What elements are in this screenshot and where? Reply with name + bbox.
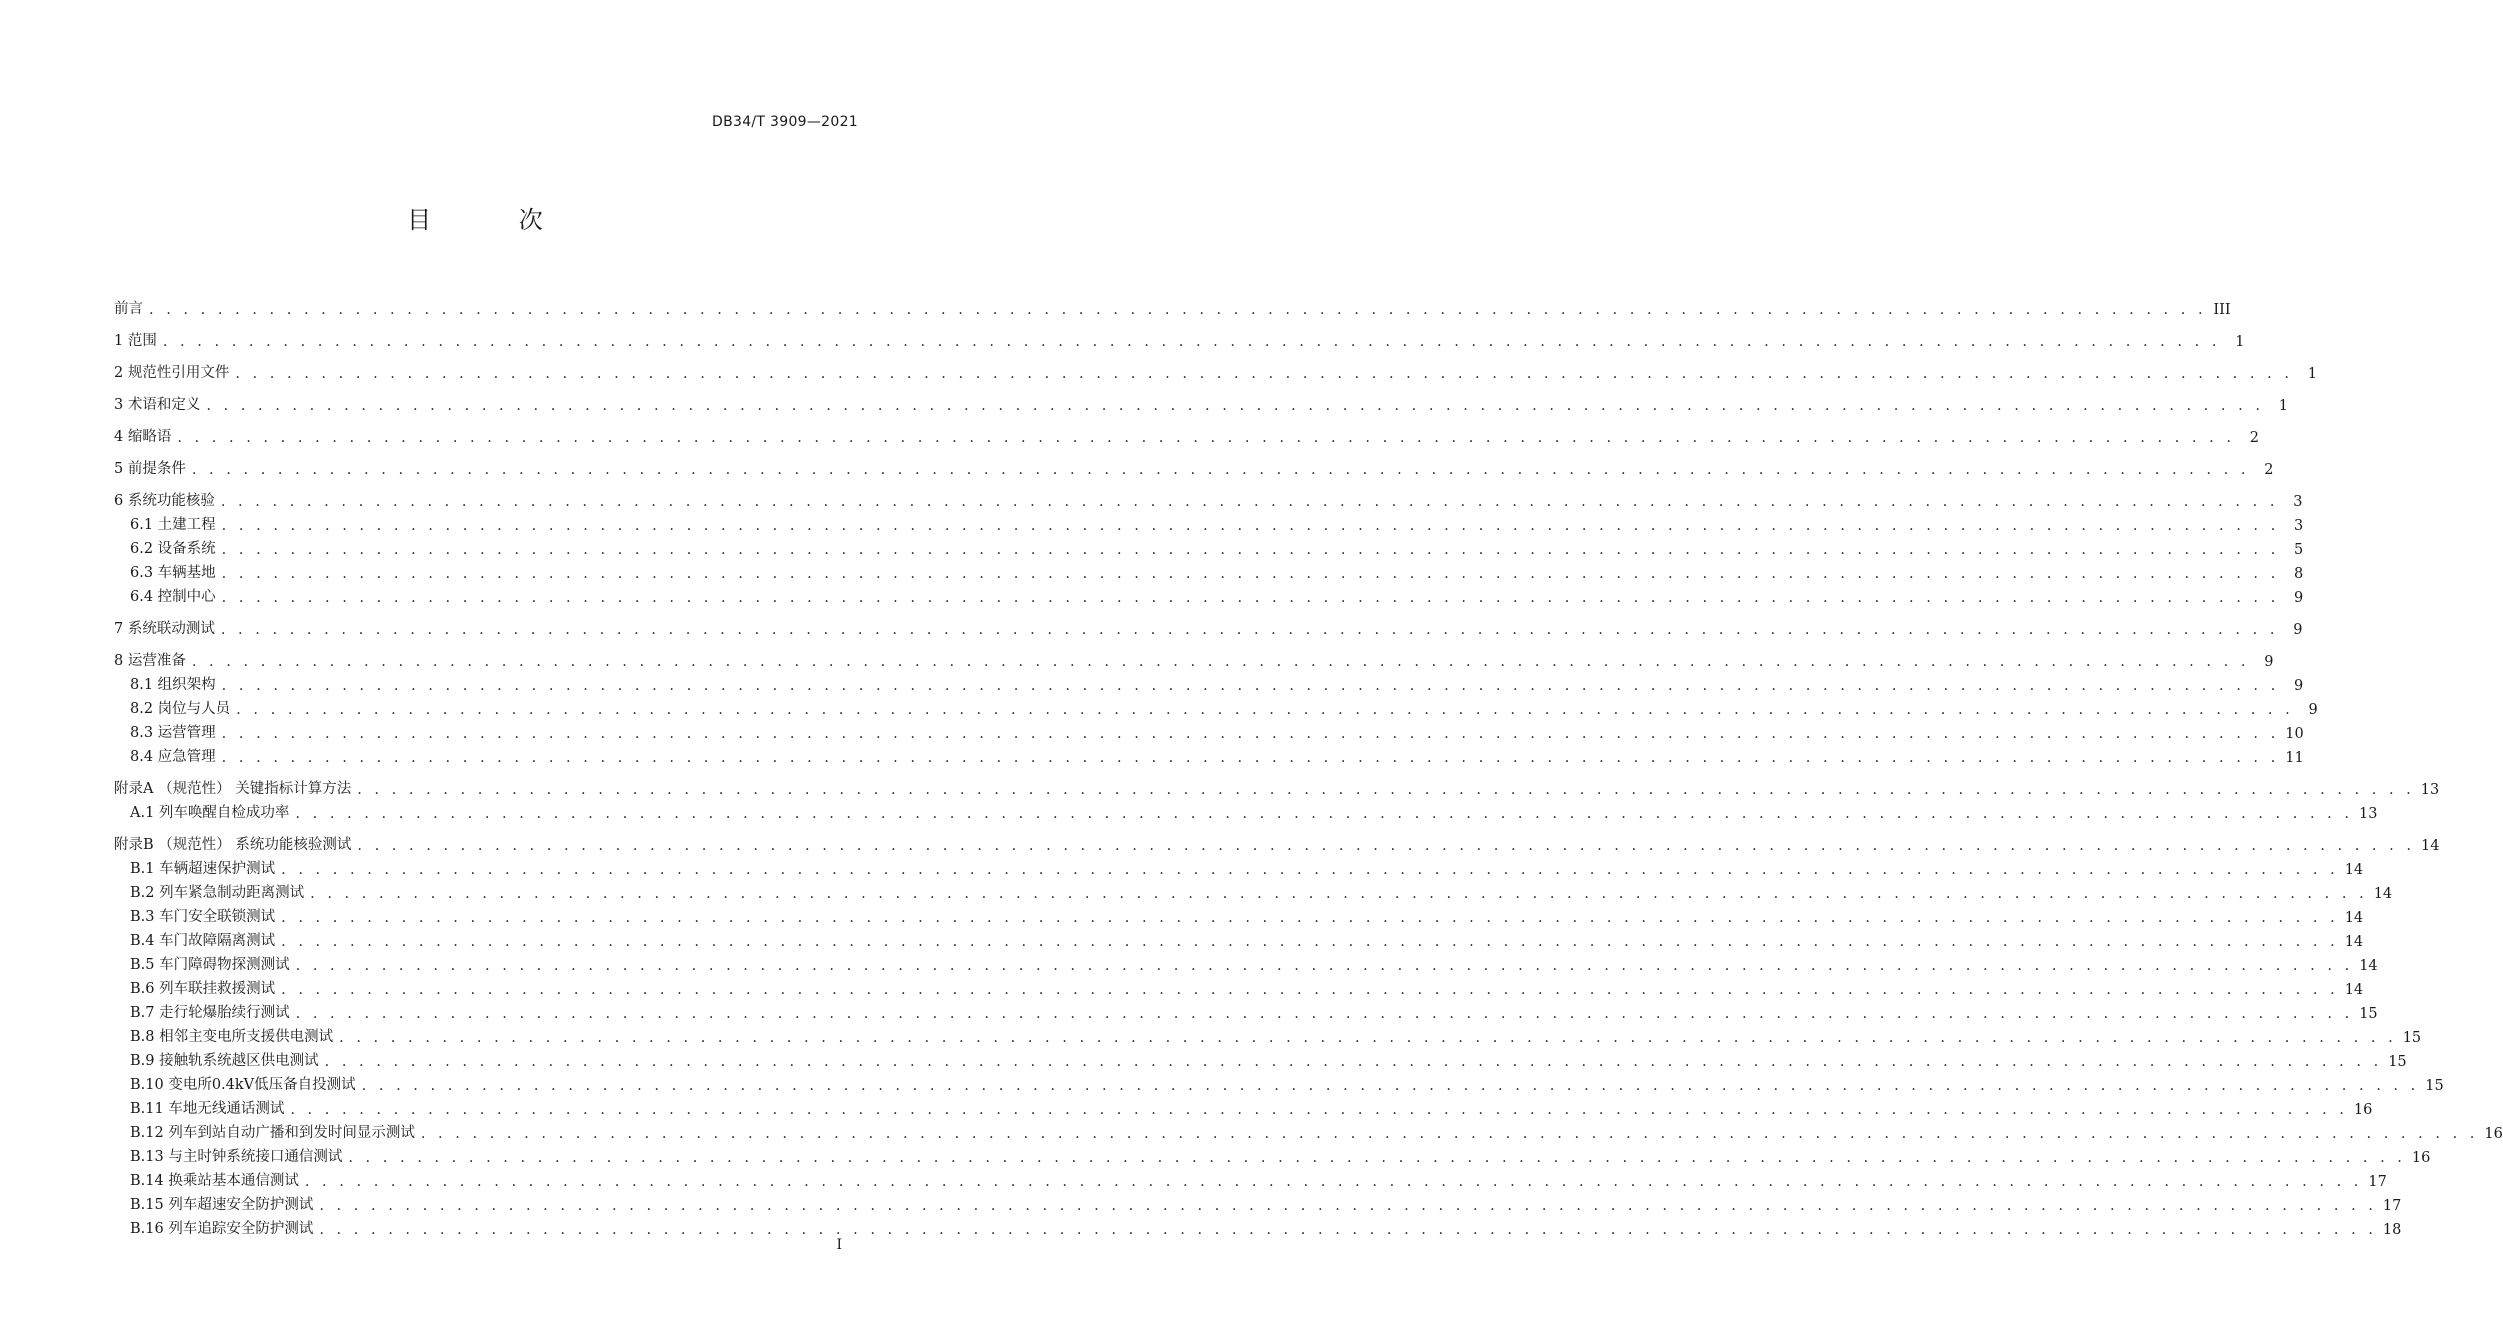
toc-entry[interactable] [114, 1094, 2373, 1118]
toc-entry-title: B.5 车门障碍物探测测试 [130, 957, 290, 973]
toc-leader-dots: . . . . . . . . . . . . . . . . . . . . . . . . . . . . . . . . . . . . . . . . . . . . . . . . . . . . . . . . . . . . . . . . . . . . . . . . . . . . . . . . . . . . . . . . . . . . . . . . . . . . . . . . . . . . . . . . . . . . . . . . [361, 1078, 2420, 1094]
toc-leader-dots: . . . . . . . . . . . . . . . . . . . . . . . . . . . . . . . . . . . . . . . . . . . . . . . . . . . . . . . . . . . . . . . . . . . . . . . . . . . . . . . . . . . . . . . . . . . . . . . . . . . . . . . . . . . . . . . . . . . . . . . . [304, 1174, 2363, 1190]
toc-entry-page: 15 [2359, 1006, 2378, 1022]
toc-leader-dots: . . . . . . . . . . . . . . . . . . . . . . . . . . . . . . . . . . . . . . . . . . . . . . . . . . . . . . . . . . . . . . . . . . . . . . . . . . . . . . . . . . . . . . . . . . . . . . . . . . . . . . . . . . . . . . . . . . . . . . . . [221, 750, 2280, 766]
toc-entry-title: 6.1 土建工程 [130, 517, 216, 533]
toc-leader-dots: . . . . . . . . . . . . . . . . . . . . . . . . . . . . . . . . . . . . . . . . . . . . . . . . . . . . . . . . . . . . . . . . . . . . . . . . . . . . . . . . . . . . . . . . . . . . . . . . . . . . . . . . . . . . . . . . . . . . . . . . [235, 366, 2293, 382]
toc-entry-page: 11 [2285, 750, 2304, 766]
toc-entry-page: 14 [2373, 886, 2393, 902]
toc-entry-title: B.15 列车超速安全防护测试 [130, 1197, 314, 1213]
toc-leader-dots: . . . . . . . . . . . . . . . . . . . . . . . . . . . . . . . . . . . . . . . . . . . . . . . . . . . . . . . . . . . . . . . . . . . . . . . . . . . . . . . . . . . . . . . . . . . . . . . . . . . . . . . . . . . . . . . . . . . . . . . . [324, 1054, 2383, 1070]
toc-leader-dots: . . . . . . . . . . . . . . . . . . . . . . . . . . . . . . . . . . . . . . . . . . . . . . . . . . . . . . . . . . . . . . . . . . . . . . . . . . . . . . . . . . . . . . . . . . . . . . . . . . . . . . . . . . . . . . . . . . . . . . . . [220, 494, 2279, 510]
toc-entry[interactable] [114, 902, 2364, 926]
toc-entry-title: 8.1 组织架构 [130, 677, 216, 693]
toc-leader-dots: . . . . . . . . . . . . . . . . . . . . . . . . . . . . . . . . . . . . . . . . . . . . . . . . . . . . . . . . . . . . . . . . . . . . . . . . . . . . . . . . . . . . . . . . . . . . . . . . . . . . . . . . . . . . . . . . . . . . . . . . [319, 1198, 2377, 1214]
toc-leader-dots: . . . . . . . . . . . . . . . . . . . . . . . . . . . . . . . . . . . . . . . . . . . . . . . . . . . . . . . . . . . . . . . . . . . . . . . . . . . . . . . . . . . . . . . . . . . . . . . . . . . . . . . . . . . . . . . . . . . . . . . . [281, 982, 2339, 998]
toc-leader-dots: . . . . . . . . . . . . . . . . . . . . . . . . . . . . . . . . . . . . . . . . . . . . . . . . . . . . . . . . . . . . . . . . . . . . . . . . . . . . . . . . . . . . . . . . . . . . . . . . . . . . . . . . . . . . . . . . . . . . . . . . [348, 1150, 2406, 1166]
toc-entry-page: 14 [2344, 982, 2364, 998]
toc-entry[interactable] [114, 582, 2304, 606]
toc-entry-page: 13 [2359, 806, 2378, 822]
toc-entry-page: 13 [2420, 782, 2440, 798]
toc-entry-page: 9 [2294, 590, 2304, 606]
toc-entry[interactable] [114, 534, 2304, 558]
toc-leader-dots: . . . . . . . . . . . . . . . . . . . . . . . . . . . . . . . . . . . . . . . . . . . . . . . . . . . . . . . . . . . . . . . . . . . . . . . . . . . . . . . . . . . . . . . . . . . . . . . . . . . . . . . . . . . . . . . . . . . . . . . . [295, 806, 2354, 822]
toc-entry-page: 9 [2294, 678, 2304, 694]
page-title: 目 次 [407, 206, 583, 234]
toc-entry[interactable] [114, 1214, 2402, 1238]
toc-entry[interactable] [114, 1022, 2422, 1046]
toc-entry-title: B.2 列车紧急制动距离测试 [130, 885, 305, 901]
toc-entry[interactable] [114, 926, 2364, 950]
toc-leader-dots: . . . . . . . . . . . . . . . . . . . . . . . . . . . . . . . . . . . . . . . . . . . . . . . . . . . . . . . . . . . . . . . . . . . . . . . . . . . . . . . . . . . . . . . . . . . . . . . . . . . . . . . . . . . . . . . . . . . . . . . . [295, 1006, 2354, 1022]
toc-entry[interactable] [114, 670, 2304, 694]
toc-entry-page: 1 [2278, 398, 2288, 414]
toc-entry[interactable] [114, 294, 2231, 318]
toc-entry-page: 9 [2308, 702, 2318, 718]
toc-entry[interactable] [114, 614, 2303, 638]
standard-number: DB34/T 3909—2021 [712, 114, 858, 130]
toc-entry-page: 5 [2294, 542, 2304, 558]
toc-leader-dots: . . . . . . . . . . . . . . . . . . . . . . . . . . . . . . . . . . . . . . . . . . . . . . . . . . . . . . . . . . . . . . . . . . . . . . . . . . . . . . . . . . . . . . . . . . . . . . . . . . . . . . . . . . . . . . . . . . . . . . . . [357, 838, 2415, 854]
toc-entry-title: B.16 列车追踪安全防护测试 [130, 1221, 314, 1237]
toc-entry[interactable] [114, 1166, 2387, 1190]
toc-entry-title: 1 范围 [114, 333, 157, 349]
toc-entry-title: 8.4 应急管理 [130, 749, 216, 765]
toc-entry[interactable] [114, 694, 2318, 718]
toc-leader-dots: . . . . . . . . . . . . . . . . . . . . . . . . . . . . . . . . . . . . . . . . . . . . . . . . . . . . . . . . . . . . . . . . . . . . . . . . . . . . . . . . . . . . . . . . . . . . . . . . . . . . . . . . . . . . . . . . . . . . . . . . [281, 862, 2339, 878]
toc-entry-page: 1 [2307, 366, 2317, 382]
toc-entry-title: 8 运营准备 [114, 653, 186, 669]
toc-entry[interactable] [114, 1070, 2444, 1094]
toc-entry-page: 9 [2293, 622, 2303, 638]
toc-entry-title: 8.3 运营管理 [130, 725, 216, 741]
toc-leader-dots: . . . . . . . . . . . . . . . . . . . . . . . . . . . . . . . . . . . . . . . . . . . . . . . . . . . . . . . . . . . . . . . . . . . . . . . . . . . . . . . . . . . . . . . . . . . . . . . . . . . . . . . . . . . . . . . . . . . . . . . . [221, 542, 2280, 558]
toc-entry-title: B.9 接触轨系统越区供电测试 [130, 1053, 319, 1069]
toc-entry-title: B.10 变电所0.4kV低压备自投测试 [130, 1077, 356, 1093]
toc-entry-page: 14 [2420, 838, 2440, 854]
toc-entry[interactable] [114, 510, 2304, 534]
toc-entry[interactable] [114, 1142, 2431, 1166]
toc-entry[interactable] [114, 878, 2393, 902]
toc-entry-title: B.3 车门安全联锁测试 [130, 909, 276, 925]
toc-entry-page: III [2213, 302, 2231, 318]
toc-leader-dots: . . . . . . . . . . . . . . . . . . . . . . . . . . . . . . . . . . . . . . . . . . . . . . . . . . . . . . . . . . . . . . . . . . . . . . . . . . . . . . . . . . . . . . . . . . . . . . . . . . . . . . . . . . . . . . . . . . . . . . . . [281, 934, 2339, 950]
toc-leader-dots: . . . . . . . . . . . . . . . . . . . . . . . . . . . . . . . . . . . . . . . . . . . . . . . . . . . . . . . . . . . . . . . . . . . . . . . . . . . . . . . . . . . . . . . . . . . . . . . . . . . . . . . . . . . . . . . . . . . . . . . . [177, 430, 2235, 446]
toc-entry-page: 14 [2344, 862, 2364, 878]
toc-entry-title: 2 规范性引用文件 [114, 365, 230, 381]
toc-entry[interactable] [114, 1190, 2402, 1214]
toc-entry[interactable] [114, 1118, 2503, 1142]
toc-leader-dots: . . . . . . . . . . . . . . . . . . . . . . . . . . . . . . . . . . . . . . . . . . . . . . . . . . . . . . . . . . . . . . . . . . . . . . . . . . . . . . . . . . . . . . . . . . . . . . . . . . . . . . . . . . . . . . . . . . . . . . . . [339, 1030, 2397, 1046]
toc-entry-page: 15 [2402, 1030, 2422, 1046]
toc-entry-title: 6 系统功能核验 [114, 493, 215, 509]
toc-entry-page: 15 [2425, 1078, 2444, 1094]
toc-entry-title: 4 缩略语 [114, 429, 172, 445]
toc-entry-page: 17 [2368, 1174, 2387, 1190]
toc-leader-dots: . . . . . . . . . . . . . . . . . . . . . . . . . . . . . . . . . . . . . . . . . . . . . . . . . . . . . . . . . . . . . . . . . . . . . . . . . . . . . . . . . . . . . . . . . . . . . . . . . . . . . . . . . . . . . . . . . . . . . . . . [162, 334, 2221, 350]
toc-entry[interactable] [114, 646, 2274, 670]
toc-entry-title: 附录A （规范性） 关键指标计算方法 [114, 781, 352, 797]
toc-entry-page: 2 [2249, 430, 2259, 446]
toc-entry-page: 10 [2285, 726, 2304, 742]
toc-entry-page: 2 [2264, 462, 2274, 478]
toc-entry-page: 16 [2353, 1102, 2373, 1118]
toc-leader-dots: . . . . . . . . . . . . . . . . . . . . . . . . . . . . . . . . . . . . . . . . . . . . . . . . . . . . . . . . . . . . . . . . . . . . . . . . . . . . . . . . . . . . . . . . . . . . . . . . . . . . . . . . . . . . . . . . . . . . . . . . [221, 566, 2280, 582]
toc-entry-title: 附录B （规范性） 系统功能核验测试 [114, 837, 352, 853]
toc-leader-dots: . . . . . . . . . . . . . . . . . . . . . . . . . . . . . . . . . . . . . . . . . . . . . . . . . . . . . . . . . . . . . . . . . . . . . . . . . . . . . . . . . . . . . . . . . . . . . . . . . . . . . . . . . . . . . . . . . . . . . . . . [221, 726, 2280, 742]
toc-entry-title: A.1 列车唤醒自检成功率 [130, 805, 290, 821]
toc-entry-title: B.6 列车联挂救援测试 [130, 981, 276, 997]
toc-entry-title: 7 系统联动测试 [114, 621, 215, 637]
toc-entry[interactable] [114, 1046, 2407, 1070]
toc-leader-dots: . . . . . . . . . . . . . . . . . . . . . . . . . . . . . . . . . . . . . . . . . . . . . . . . . . . . . . . . . . . . . . . . . . . . . . . . . . . . . . . . . . . . . . . . . . . . . . . . . . . . . . . . . . . . . . . . . . . . . . . . [420, 1126, 2479, 1142]
toc-entry[interactable] [114, 390, 2288, 414]
toc-leader-dots: . . . . . . . . . . . . . . . . . . . . . . . . . . . . . . . . . . . . . . . . . . . . . . . . . . . . . . . . . . . . . . . . . . . . . . . . . . . . . . . . . . . . . . . . . . . . . . . . . . . . . . . . . . . . . . . . . . . . . . . . [220, 622, 2279, 638]
page-number: I [836, 1237, 842, 1253]
toc-entry-page: 14 [2359, 958, 2378, 974]
toc-entry-title: B.12 列车到站自动广播和到发时间显示测试 [130, 1125, 415, 1141]
toc-entry-page: 8 [2294, 566, 2304, 582]
toc-entry-title: B.13 与主时钟系统接口通信测试 [130, 1149, 343, 1165]
toc-leader-dots: . . . . . . . . . . . . . . . . . . . . . . . . . . . . . . . . . . . . . . . . . . . . . . . . . . . . . . . . . . . . . . . . . . . . . . . . . . . . . . . . . . . . . . . . . . . . . . . . . . . . . . . . . . . . . . . . . . . . . . . . [319, 1222, 2377, 1238]
toc-entry-page: 15 [2388, 1054, 2407, 1070]
toc-leader-dots: . . . . . . . . . . . . . . . . . . . . . . . . . . . . . . . . . . . . . . . . . . . . . . . . . . . . . . . . . . . . . . . . . . . . . . . . . . . . . . . . . . . . . . . . . . . . . . . . . . . . . . . . . . . . . . . . . . . . . . . . [206, 398, 2264, 414]
toc-leader-dots: . . . . . . . . . . . . . . . . . . . . . . . . . . . . . . . . . . . . . . . . . . . . . . . . . . . . . . . . . . . . . . . . . . . . . . . . . . . . . . . . . . . . . . . . . . . . . . . . . . . . . . . . . . . . . . . . . . . . . . . . [221, 590, 2280, 606]
toc-entry-title: 5 前提条件 [114, 461, 186, 477]
toc-leader-dots: . . . . . . . . . . . . . . . . . . . . . . . . . . . . . . . . . . . . . . . . . . . . . . . . . . . . . . . . . . . . . . . . . . . . . . . . . . . . . . . . . . . . . . . . . . . . . . . . . . . . . . . . . . . . . . . . . . . . . . . . [221, 518, 2280, 534]
table-of-contents [114, 286, 2503, 1238]
toc-entry-title: B.7 走行轮爆胎续行测试 [130, 1005, 290, 1021]
toc-entry-page: 3 [2294, 518, 2304, 534]
toc-entry-page: 14 [2344, 934, 2364, 950]
toc-leader-dots: . . . . . . . . . . . . . . . . . . . . . . . . . . . . . . . . . . . . . . . . . . . . . . . . . . . . . . . . . . . . . . . . . . . . . . . . . . . . . . . . . . . . . . . . . . . . . . . . . . . . . . . . . . . . . . . . . . . . . . . . [290, 1102, 2348, 1118]
toc-entry[interactable] [114, 718, 2304, 742]
toc-entry[interactable] [114, 974, 2364, 998]
toc-entry-page: 16 [2484, 1126, 2503, 1142]
toc-entry-page: 18 [2382, 1222, 2402, 1238]
toc-entry[interactable] [114, 422, 2259, 446]
toc-leader-dots: . . . . . . . . . . . . . . . . . . . . . . . . . . . . . . . . . . . . . . . . . . . . . . . . . . . . . . . . . . . . . . . . . . . . . . . . . . . . . . . . . . . . . . . . . . . . . . . . . . . . . . . . . . . . . . . . . . . . . . . . [221, 678, 2280, 694]
toc-entry[interactable] [114, 558, 2304, 582]
toc-entry[interactable] [114, 326, 2245, 350]
toc-entry-title: 3 术语和定义 [114, 397, 201, 413]
toc-entry[interactable] [114, 998, 2378, 1022]
toc-entry-title: B.11 车地无线通话测试 [130, 1101, 285, 1117]
toc-entry-title: B.1 车辆超速保护测试 [130, 861, 276, 877]
toc-leader-dots: . . . . . . . . . . . . . . . . . . . . . . . . . . . . . . . . . . . . . . . . . . . . . . . . . . . . . . . . . . . . . . . . . . . . . . . . . . . . . . . . . . . . . . . . . . . . . . . . . . . . . . . . . . . . . . . . . . . . . . . . [310, 886, 2368, 902]
toc-entry[interactable] [114, 798, 2378, 822]
toc-entry-page: 3 [2293, 494, 2303, 510]
toc-entry-page: 9 [2264, 654, 2274, 670]
toc-leader-dots: . . . . . . . . . . . . . . . . . . . . . . . . . . . . . . . . . . . . . . . . . . . . . . . . . . . . . . . . . . . . . . . . . . . . . . . . . . . . . . . . . . . . . . . . . . . . . . . . . . . . . . . . . . . . . . . . . . . . . . . . [281, 910, 2339, 926]
toc-entry[interactable] [114, 854, 2364, 878]
toc-entry-page: 1 [2235, 334, 2245, 350]
toc-entry[interactable] [114, 454, 2274, 478]
toc-entry-title: 6.2 设备系统 [130, 541, 216, 557]
toc-entry-title: B.8 相邻主变电所支援供电测试 [130, 1029, 334, 1045]
toc-leader-dots: . . . . . . . . . . . . . . . . . . . . . . . . . . . . . . . . . . . . . . . . . . . . . . . . . . . . . . . . . . . . . . . . . . . . . . . . . . . . . . . . . . . . . . . . . . . . . . . . . . . . . . . . . . . . . . . . . . . . . . . . [236, 702, 2294, 718]
toc-entry-page: 14 [2344, 910, 2364, 926]
toc-entry[interactable] [114, 950, 2378, 974]
toc-entry-title: 8.2 岗位与人员 [130, 701, 231, 717]
toc-leader-dots: . . . . . . . . . . . . . . . . . . . . . . . . . . . . . . . . . . . . . . . . . . . . . . . . . . . . . . . . . . . . . . . . . . . . . . . . . . . . . . . . . . . . . . . . . . . . . . . . . . . . . . . . . . . . . . . . . . . . . . . . [149, 302, 2207, 318]
toc-entry-page: 16 [2411, 1150, 2431, 1166]
toc-entry-title: B.14 换乘站基本通信测试 [130, 1173, 299, 1189]
toc-entry[interactable] [114, 742, 2304, 766]
toc-leader-dots: . . . . . . . . . . . . . . . . . . . . . . . . . . . . . . . . . . . . . . . . . . . . . . . . . . . . . . . . . . . . . . . . . . . . . . . . . . . . . . . . . . . . . . . . . . . . . . . . . . . . . . . . . . . . . . . . . . . . . . . . [191, 462, 2250, 478]
toc-leader-dots: . . . . . . . . . . . . . . . . . . . . . . . . . . . . . . . . . . . . . . . . . . . . . . . . . . . . . . . . . . . . . . . . . . . . . . . . . . . . . . . . . . . . . . . . . . . . . . . . . . . . . . . . . . . . . . . . . . . . . . . . [295, 958, 2354, 974]
toc-entry-title: 6.3 车辆基地 [130, 565, 216, 581]
toc-entry[interactable] [114, 830, 2440, 854]
toc-leader-dots: . . . . . . . . . . . . . . . . . . . . . . . . . . . . . . . . . . . . . . . . . . . . . . . . . . . . . . . . . . . . . . . . . . . . . . . . . . . . . . . . . . . . . . . . . . . . . . . . . . . . . . . . . . . . . . . . . . . . . . . . [357, 782, 2415, 798]
toc-entry[interactable] [114, 358, 2317, 382]
toc-entry[interactable] [114, 486, 2303, 510]
toc-entry-page: 17 [2382, 1198, 2402, 1214]
toc-entry-title: 6.4 控制中心 [130, 589, 216, 605]
toc-entry-title: 前言 [114, 301, 143, 317]
toc-entry[interactable] [114, 774, 2440, 798]
toc-leader-dots: . . . . . . . . . . . . . . . . . . . . . . . . . . . . . . . . . . . . . . . . . . . . . . . . . . . . . . . . . . . . . . . . . . . . . . . . . . . . . . . . . . . . . . . . . . . . . . . . . . . . . . . . . . . . . . . . . . . . . . . . [191, 654, 2250, 670]
toc-entry-title: B.4 车门故障隔离测试 [130, 933, 276, 949]
